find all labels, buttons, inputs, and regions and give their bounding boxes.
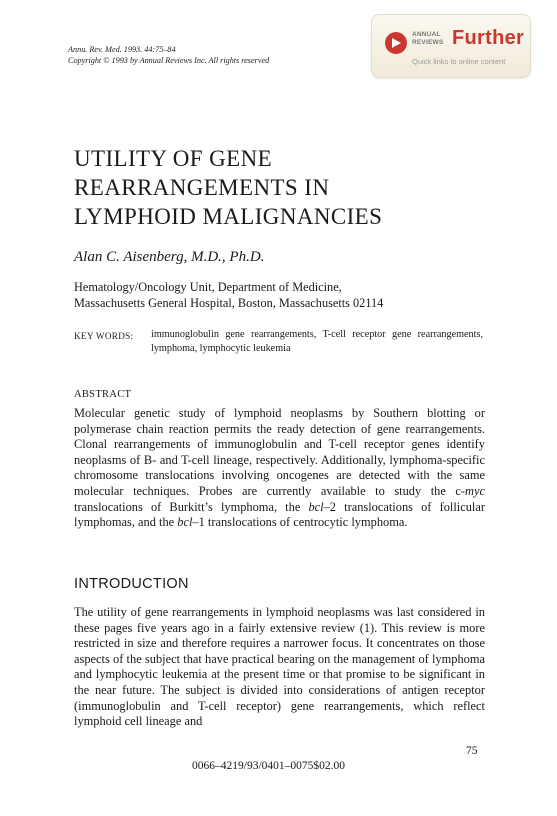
- title-line: UTILITY OF GENE: [74, 146, 273, 171]
- abstract-text: –2 translocations of follicular lymphomas, and the: [74, 499, 485, 530]
- gene-name-myc: myc: [465, 483, 485, 498]
- journal-citation-block: [68, 44, 269, 66]
- journal-citation: Annu. Rev. Med. 1993. 44:75–84: [68, 45, 176, 54]
- article-title: [74, 144, 382, 231]
- reviews-label: REVIEWS: [412, 39, 444, 46]
- abstract-text: translocations of Burkitt’s lymphoma, the: [74, 499, 309, 514]
- title-line: LYMPHOID MALIGNANCIES: [74, 204, 383, 229]
- affiliation-line: Massachusetts General Hospital, Boston, Massachusetts 02114: [74, 295, 384, 310]
- further-label: Further: [452, 27, 525, 49]
- annual-reviews-wordmark: [412, 31, 443, 47]
- abstract-text: Molecular genetic study of lymphoid neoplasms by Southern blotting or polymerase chain reaction permits the ready detection of gene rearrangements. Clonal rearrangements of immunoglobulin and T-cell receptor genes identify neoplasms of B- and T-cell lineage, respectively. Additionally, lymphoma-specific chromosome translocations involving oncogenes are detected with the same molecular techniques. Probes are currently available to study the c-: [74, 406, 485, 498]
- play-arrow-icon: [385, 32, 407, 54]
- affiliation: [74, 280, 383, 311]
- introduction-body: [74, 605, 485, 730]
- abstract-body: [74, 406, 485, 531]
- author-name: Alan C. Aisenberg, M.D., Ph.D.: [74, 249, 265, 265]
- page-number: 75: [466, 745, 478, 757]
- copyright-line: Copyright © 1993 by Annual Reviews Inc. All rights reserved: [68, 56, 270, 65]
- keywords-text: immunoglobulin gene rearrangements, T-cell receptor gene rearrangements, lymphoma, lymphocytic leukemia: [151, 329, 483, 354]
- title-line: REARRANGEMENTS IN: [74, 175, 330, 200]
- affiliation-line: Hematology/Oncology Unit, Department of Medicine,: [74, 280, 342, 294]
- further-sublabel: Quick links to online content: [412, 57, 506, 66]
- introduction-heading: INTRODUCTION: [74, 576, 189, 592]
- gene-name-bcl1: bcl: [177, 515, 193, 530]
- abstract-text: –1 translocations of centrocytic lymphoma.: [192, 515, 408, 530]
- further-links-badge[interactable]: [371, 14, 531, 78]
- price-code: 0066–4219/93/0401–0075$02.00: [192, 760, 346, 772]
- annual-label: ANNUAL: [412, 31, 441, 38]
- keywords-label: KEY WORDS:: [74, 331, 134, 341]
- abstract-heading: ABSTRACT: [74, 389, 132, 400]
- introduction-paragraph: The utility of gene rearrangements in lymphoid neoplasms was last considered in these pages five years ago in a fairly extensive review (1). This review is more restricted in size and therefore requires a narrower focus. It concentrates on those aspects of the subject that have practical bearing on the management of lymphoma and lymphocytic leukemia at the present time or that promise to be significant in the near future. The subject is divided into considerations of antigen receptor (immunoglobulin and T-cell receptor) gene rearrangements, which reflect lymphoid cell lineage and: [74, 605, 485, 729]
- gene-name-bcl2: bcl: [308, 499, 324, 514]
